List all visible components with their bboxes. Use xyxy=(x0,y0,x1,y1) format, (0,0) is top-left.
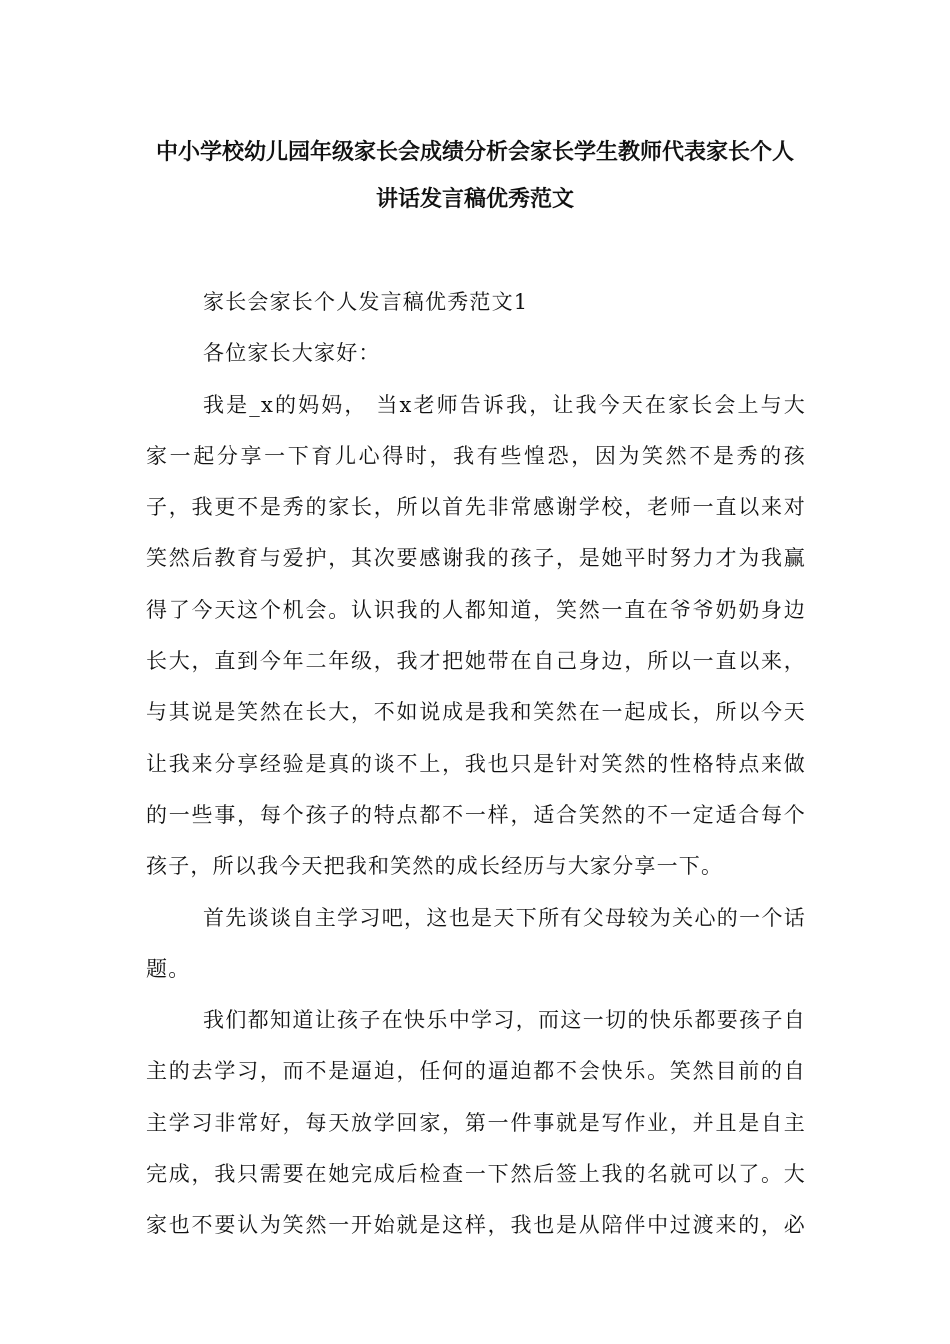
paragraph-line: 题。 xyxy=(146,956,191,981)
paragraph-line: 的一些事，每个孩子的特点都不一样，适合笑然的不一定适合每个 xyxy=(146,802,806,827)
paragraph-line: 我是_x的妈妈， 当x老师告诉我，让我今天在家长会上与大 xyxy=(203,392,806,417)
paragraph-line: 主学习非常好，每天放学回家，第一件事就是写作业，并且是自主 xyxy=(146,1110,806,1135)
paragraph-line: 让我来分享经验是真的谈不上，我也只是针对笑然的性格特点来做 xyxy=(146,751,806,776)
paragraph-line: 长大，直到今年二年级，我才把她带在自己身边，所以一直以来， xyxy=(146,649,806,674)
salutation: 各位家长大家好： xyxy=(203,341,381,366)
paragraph-line: 我们都知道让孩子在快乐中学习，而这一切的快乐都要孩子自 xyxy=(203,1008,806,1033)
paragraph-line: 孩子，所以我今天把我和笑然的成长经历与大家分享一下。 xyxy=(146,854,724,879)
section-heading: 家长会家长个人发言稿优秀范文1 xyxy=(203,290,529,314)
document-title-line-2: 讲话发言稿优秀范文 xyxy=(375,187,574,212)
paragraph-line: 笑然后教育与爱护，其次要感谢我的孩子，是她平时努力才为我赢 xyxy=(146,546,806,571)
paragraph-line: 家一起分享一下育儿心得时，我有些惶恐，因为笑然不是秀的孩 xyxy=(146,443,806,468)
paragraph-line: 与其说是笑然在长大，不如说成是我和笑然在一起成长，所以今天 xyxy=(146,700,806,725)
document-title-line-1: 中小学校幼儿园年级家长会成绩分析会家长学生教师代表家长个人 xyxy=(155,140,794,165)
document-body xyxy=(146,287,806,1262)
paragraph-line: 主的去学习，而不是逼迫，任何的逼迫都不会快乐。笑然目前的自 xyxy=(146,1059,806,1084)
paragraph-line: 得了今天这个机会。认识我的人都知道，笑然一直在爷爷奶奶身边 xyxy=(146,597,806,622)
paragraph-line: 首先谈谈自主学习吧，这也是天下所有父母较为关心的一个话 xyxy=(203,905,806,930)
paragraph-line: 子，我更不是秀的家长，所以首先非常感谢学校，老师一直以来对 xyxy=(146,495,806,520)
paragraph-line: 完成，我只需要在她完成后检查一下然后签上我的名就可以了。大 xyxy=(146,1162,806,1187)
paragraph-line: 家也不要认为笑然一开始就是这样，我也是从陪伴中过渡来的，必 xyxy=(146,1213,806,1238)
